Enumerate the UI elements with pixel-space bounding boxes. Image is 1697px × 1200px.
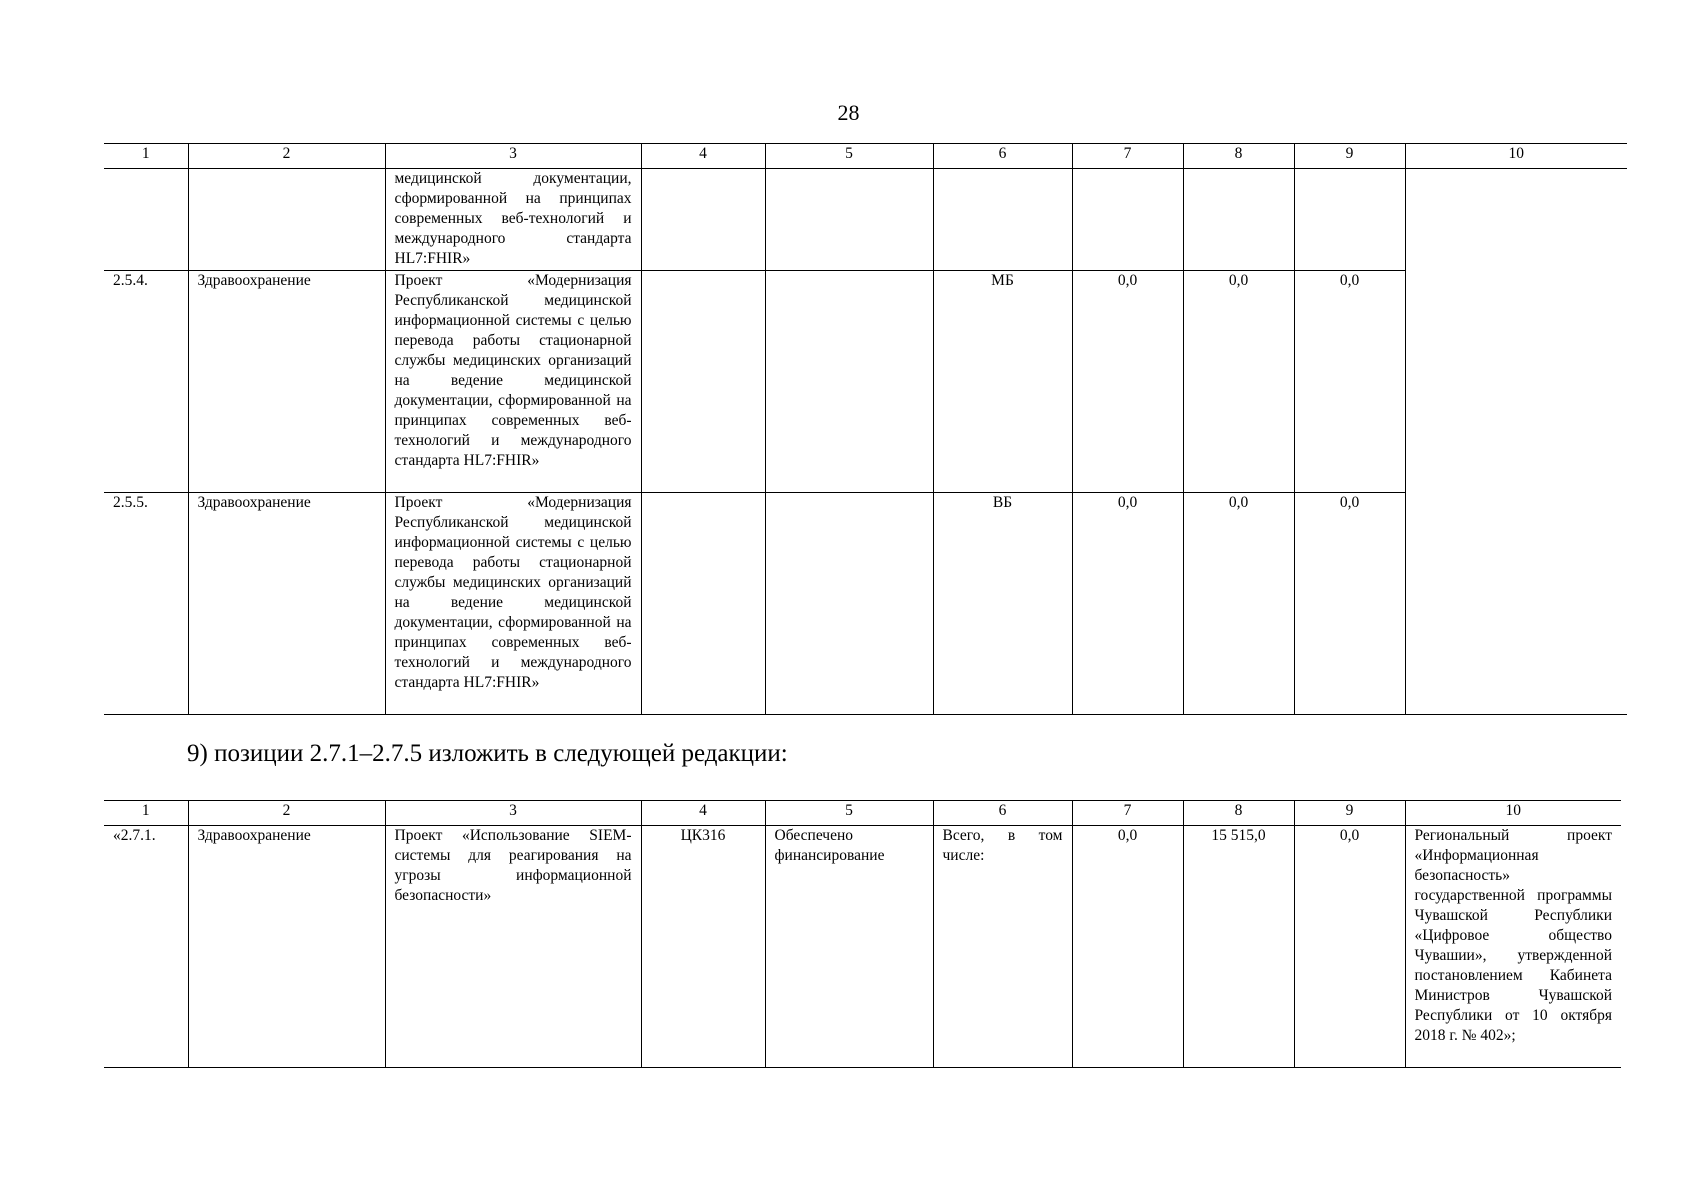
cell-c5 xyxy=(765,169,933,271)
cell-number: 2.5.5. xyxy=(104,493,188,715)
cell-c7: 0,0 xyxy=(1072,826,1183,1068)
cell-project: Проект «Использование SIEM-системы для реагирования на угрозы информационной безопасности» xyxy=(385,826,641,1068)
cell-c4 xyxy=(641,493,765,715)
col-header-3: 3 xyxy=(385,801,641,826)
cell-number: 2.5.4. xyxy=(104,271,188,493)
cell-c7: 0,0 xyxy=(1072,493,1183,715)
cell-project: медицинской документации, сформированной на принципах современных веб-технологий и международного стандарта HL7:FHIR» xyxy=(385,169,641,271)
cell-c10-merged xyxy=(1405,169,1627,715)
cell-c9: 0,0 xyxy=(1294,493,1405,715)
cell-c8: 0,0 xyxy=(1183,271,1294,493)
col-header-2: 2 xyxy=(188,144,385,169)
table-row xyxy=(104,169,1627,271)
col-header-1: 1 xyxy=(104,144,188,169)
page-number: 28 xyxy=(837,100,860,125)
cell-c5 xyxy=(765,493,933,715)
cell-c8 xyxy=(1183,169,1294,271)
cell-c9: 0,0 xyxy=(1294,271,1405,493)
col-header-4: 4 xyxy=(641,801,765,826)
cell-number: «2.7.1. xyxy=(104,826,188,1068)
cell-project: Проект «Модернизация Республиканской медицинской информационной системы с целью перевода работы стационарной службы медицинских организаций на ведение медицинской документации, сформированной на принципах современных веб-технологий и международного стандарта HL7:FHIR» xyxy=(385,271,641,493)
col-header-7: 7 xyxy=(1072,801,1183,826)
col-header-10: 10 xyxy=(1405,801,1621,826)
col-header-8: 8 xyxy=(1183,144,1294,169)
cell-project: Проект «Модернизация Республиканской медицинской информационной системы с целью перевода работы стационарной службы медицинских организаций на ведение медицинской документации, сформированной на принципах современных веб-технологий и международного стандарта HL7:FHIR» xyxy=(385,493,641,715)
amendment-instruction: 9) позиции 2.7.1–2.7.5 изложить в следующей редакции: xyxy=(187,740,788,767)
cell-number xyxy=(104,169,188,271)
table-row xyxy=(104,493,1627,715)
cell-c9: 0,0 xyxy=(1294,826,1405,1068)
col-header-5: 5 xyxy=(765,144,933,169)
cell-source: Всего, в том числе: xyxy=(933,826,1072,1068)
col-header-9: 9 xyxy=(1294,144,1405,169)
table-row xyxy=(104,826,1621,1068)
col-header-4: 4 xyxy=(641,144,765,169)
table-continuation xyxy=(104,143,1627,715)
cell-c4 xyxy=(641,271,765,493)
col-header-9: 9 xyxy=(1294,801,1405,826)
cell-sector xyxy=(188,169,385,271)
cell-c7 xyxy=(1072,169,1183,271)
cell-regional-project: Региональный проект «Информационная безопасность» государственной программы Чувашской Республики «Цифровое общество Чувашии», утвержденной постановлением Кабинета Министров Чувашской Республики от 10 октября 2018 г. № 402»; xyxy=(1405,826,1621,1068)
cell-source: ВБ xyxy=(933,493,1072,715)
table-new-edition xyxy=(104,800,1621,1068)
col-header-8: 8 xyxy=(1183,801,1294,826)
col-header-5: 5 xyxy=(765,801,933,826)
cell-status: Обеспечено финансирование xyxy=(765,826,933,1068)
column-number-header-row xyxy=(104,144,1627,169)
col-header-1: 1 xyxy=(104,801,188,826)
col-header-10: 10 xyxy=(1405,144,1627,169)
column-number-header-row xyxy=(104,801,1621,826)
cell-c7: 0,0 xyxy=(1072,271,1183,493)
cell-code: ЦК316 xyxy=(641,826,765,1068)
cell-source xyxy=(933,169,1072,271)
cell-source: МБ xyxy=(933,271,1072,493)
col-header-3: 3 xyxy=(385,144,641,169)
cell-sector: Здравоохранение xyxy=(188,493,385,715)
cell-c8: 0,0 xyxy=(1183,493,1294,715)
col-header-2: 2 xyxy=(188,801,385,826)
table-row xyxy=(104,271,1627,493)
col-header-7: 7 xyxy=(1072,144,1183,169)
cell-c5 xyxy=(765,271,933,493)
cell-sector: Здравоохранение xyxy=(188,826,385,1068)
cell-c4 xyxy=(641,169,765,271)
cell-c8: 15 515,0 xyxy=(1183,826,1294,1068)
cell-c9 xyxy=(1294,169,1405,271)
col-header-6: 6 xyxy=(933,144,1072,169)
col-header-6: 6 xyxy=(933,801,1072,826)
cell-sector: Здравоохранение xyxy=(188,271,385,493)
